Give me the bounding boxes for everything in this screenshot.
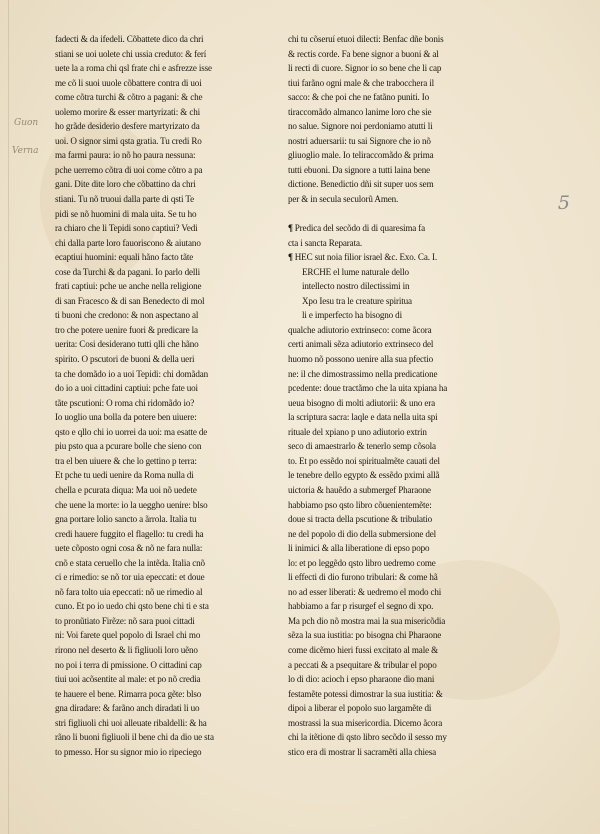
text-line: li recti di cuore. Signor io so bene che li cap xyxy=(288,63,442,74)
page-fold-line xyxy=(8,0,9,834)
text-line: habbiamo pso qsto libro cõuenientemẽte: xyxy=(288,499,432,510)
text-line: to pmesso. Hor su signor mio io ripeciego xyxy=(55,746,202,757)
text-line: come dicẽmo hieri fussi excitato al male & xyxy=(288,644,439,655)
text-line: qualche adiutorio extrinseco: come ãcora xyxy=(288,324,432,335)
text-line: do io a uoi cittadini captiui: pche fate uoi xyxy=(55,383,198,394)
text-line: no salue. Signore noi perdoniamo atutti li xyxy=(288,121,433,132)
folio-number: 5 xyxy=(557,192,570,214)
text-line: Ma pch dio nõ mostra mai la sua misericõdia xyxy=(288,615,446,626)
text-line: tiui uoi acõsentite al male: et po nõ credia xyxy=(55,674,201,685)
text-line: pidi se nõ huomini di mala uita. Se tu ho xyxy=(55,208,197,219)
right-text-column xyxy=(288,32,520,759)
text-line: certi animali sẽza adiutorio extrinseco del xyxy=(288,339,434,350)
text-line: cnõ e stata ceruello che la intẽda. Italia cnõ xyxy=(55,557,205,568)
text-line: tiraccomãdo almanco lanime loro che sie xyxy=(288,106,432,117)
text-line: seco di amaestrarlo & tenerlo semp cõsola xyxy=(288,441,436,452)
text-line: lo di dio: acioch i epso pharaone dio mani xyxy=(288,674,435,685)
text-line: stri figliuoli chi uoi alleuate ribaldelli: & ha xyxy=(55,717,207,728)
text-line: nostri aduersarii: tu sai Signore che io nõ xyxy=(288,135,431,146)
pilcrow-icon: ¶ xyxy=(288,252,293,263)
text-line: Et pche tu uedi uenire da Roma nulla di xyxy=(55,470,194,481)
text-line: gliuoglio male. Io teliraccomãdo & prima xyxy=(288,150,434,161)
text-line: uete cõposto ogni cosa & nõ ne fara nulla: xyxy=(55,543,203,554)
pilcrow-icon: ¶ xyxy=(288,223,293,234)
text-line: pcedente: doue tractãmo che la uita xpiana ha xyxy=(288,383,448,394)
text-line: tãte pscutioni: O roma chi ridomãdo io? xyxy=(55,397,195,408)
text-line: te hauere el bene. Rimarra poca gẽte: blso xyxy=(55,688,202,699)
text-line: cta i sancta Reparata. xyxy=(288,237,362,248)
text-line: ne del popolo di dio della submersione del xyxy=(288,528,437,539)
text-line: uictoria & hauẽdo a submergef Pharaone xyxy=(288,484,431,495)
text-line: & rectis corde. Fa bene signor a buoni & al xyxy=(288,48,439,59)
text-line: ueua bisogno di molti adiutorii: & uno era xyxy=(288,397,436,408)
text-line: ci e rimedio: se nõ tor uia epeccati: et doue xyxy=(55,572,205,583)
text-line: credi hauere fuggito el flagello: tu credi ha xyxy=(55,528,204,539)
text-line xyxy=(288,250,520,265)
text-line: chella e pcurata diqua: Ma uoi nõ uedete xyxy=(55,484,197,495)
text-line: me cõ li suoi uuole cõbattere contra di uoi xyxy=(55,77,202,88)
text-line: ho grãde desiderio desfere martyrizato da xyxy=(55,121,200,132)
text-line: come cõtra turchi & cõtro a pagani: & che xyxy=(55,92,203,103)
text-line: per & in secula seculorũ Amen. xyxy=(288,194,399,205)
text-line: di san Fracesco & di san Benedecto di mol xyxy=(55,295,205,306)
text-line: uolemo morire & esser martyrizati: & chi xyxy=(55,106,201,117)
text-line: li e imperfecto ha bisogno di xyxy=(302,310,402,321)
text-line: uoi. O signor simi qsta gratia. Tu credi Ro xyxy=(55,135,202,146)
text-line: gna portare lolio sancto a ãrrola. Italia tu xyxy=(55,514,197,525)
text-line: huomo nõ possono uenire alla sua pfectio xyxy=(288,354,434,365)
text-line: ERCHE el lume naturale dello xyxy=(302,266,409,277)
text-line: li inimici & alla liberatione di epso popo xyxy=(288,543,430,554)
text-line: uete la a roma chi qsl frate chi e asfrezze isse xyxy=(55,63,212,74)
text-line: le tenebre dello egypto & essẽdo pximi allã xyxy=(288,470,440,481)
margin-note: Verna xyxy=(12,146,39,156)
text-line: nõ fara tolto uia epeccati: nõ ue rimedio al xyxy=(55,586,203,597)
text-line: tutti ebuoni. Da signore a tutti laina bene xyxy=(288,164,431,175)
text-line: pche uerremo cõtra di uoi come cõtro a pa xyxy=(55,164,203,175)
text-line: ti buoni che credono: & non aspectano al xyxy=(55,310,199,321)
text-line: sẽza la sua iustitia: po bisogna chi Pharaone xyxy=(288,630,442,641)
text-line: gna diradare: & farãno anch diradati li uo xyxy=(55,703,200,714)
text-line: chi tu cõseruí etuoi dilecti: Benfac dñe bonis xyxy=(288,34,444,44)
text-line: ecaptiui huomini: equali hãno facto tãte xyxy=(55,252,194,263)
text-line: chi dalla parte loro fauoriscono & aiutano xyxy=(55,237,201,248)
text-line: lo: et po leggẽdo qsto libro uedremo come xyxy=(288,557,436,568)
text-line: to. Et po essẽdo noi spiritualmẽte cauati del xyxy=(288,455,440,466)
text-line: festamẽte potessi dimostrar la sua iustitia: & xyxy=(288,688,443,699)
text-line: cose da Turchi & da pagani. Io parlo delli xyxy=(55,266,200,277)
text-line xyxy=(288,221,520,236)
text-line: chi la itẽtione di qsto libro secõdo il sesso my xyxy=(288,732,447,743)
text-line: rirono nel deserto & li figliuoli loro uẽno xyxy=(55,644,198,655)
text-line: ta che domãdo io a uoi Tepidi: chi domãdan xyxy=(55,368,209,379)
text-line: ra chiaro che li Tepidi sono captiui? Vedi xyxy=(55,223,198,234)
text-line: a peccati & a psequitare & tribular el popo xyxy=(288,659,437,670)
text-line: mostrassi la sua misericordia. Dicemo ãcora xyxy=(288,717,443,728)
text-line: intellecto nostro dilectissimi in xyxy=(302,281,410,292)
text-line: qsto e qllo chi io uorrei da uoi: ma esatte de xyxy=(55,426,208,437)
margin-note: Guon xyxy=(14,118,39,128)
left-text-column xyxy=(55,32,277,759)
text-line: uerita: Cosi desiderano tutti qlli che hãno xyxy=(55,339,199,350)
text-line: stico era di mostrar li sacramẽti alla chiesa xyxy=(288,746,437,757)
text-line: cuno. Et po io uedo chi qsto bene chi ti e sta xyxy=(55,601,209,612)
text-line: gani. Dite dite loro che cõbattino da chri xyxy=(55,179,196,190)
text-line: fadecti & da ifedeli. Cõbattete dico da chri xyxy=(55,34,204,44)
text-line: stiani. Tu nõ truoui dalla parte di qsti Te xyxy=(55,194,194,205)
text-line: stiani se uoi uolete chi ussia creduto: & ferí xyxy=(55,48,207,59)
text-line-content: Predica del secõdo di di quaresima fa xyxy=(294,223,426,234)
text-line: tro che potere uenire fuori & predicare la xyxy=(55,324,198,335)
text-line: no poi i terra di pmissione. O cittadini cap xyxy=(55,659,202,670)
text-line: Xpo Iesu tra le creature spiritua xyxy=(302,295,412,306)
text-line-content: HEC sut noia filior israel &c. Exo. Ca. I. xyxy=(294,252,437,263)
text-line: to pronũtiato Firẽze: nõ sara puoi cittadi xyxy=(55,615,195,626)
text-line: doue si tracta della pscutione & tribulatio xyxy=(288,514,433,525)
text-line: sacco: & che poi che ne fatãno puniti. Io xyxy=(288,92,430,103)
text-line: li effecti di dio furono tribulari: & come hã xyxy=(288,572,438,583)
text-line: ne: il che dimostrassimo nella predicatione xyxy=(288,368,438,379)
text-line: dipoi a liberar el popolo suo largamẽte di xyxy=(288,703,432,714)
text-line: tiui farãno ogni male & che trabocchera il xyxy=(288,77,434,88)
text-line: tra el ben uiuere & che lo gettino p terra: xyxy=(55,455,197,466)
text-line: habbiamo a far p risurgef el segno di xpo. xyxy=(288,601,434,612)
text-line: spirito. O pscutori de buoni & della ueri xyxy=(55,354,195,365)
text-line: rituale del xpiano p uno adiutorio extrin xyxy=(288,426,427,437)
text-line: dictione. Benedictio dñi sit super uos sem xyxy=(288,179,434,190)
text-line: la scriptura sacra: laqle e data nella uita spi xyxy=(288,412,438,423)
text-line: piu psto qua a pcurare bolle che sieno con xyxy=(55,441,202,452)
text-line: ma farmi paura: io nõ ho paura nessuna: xyxy=(55,150,196,161)
text-line: ni: Voi farete quel popolo di Israel chi mo xyxy=(55,630,201,641)
text-line: che uene la morte: io la ueggho uenire: blso xyxy=(55,499,208,510)
text-line: rãno li buoni figliuoli il bene chi da dio ue sta xyxy=(55,732,214,743)
text-line: frati captiui: pche ue anche nella religione xyxy=(55,281,202,292)
text-line: Io uoglio una bolla da potere ben uiuere: xyxy=(55,412,197,423)
text-line xyxy=(288,207,520,222)
text-line: no ad esser liberati: & uedremo el modo chi xyxy=(288,586,442,597)
